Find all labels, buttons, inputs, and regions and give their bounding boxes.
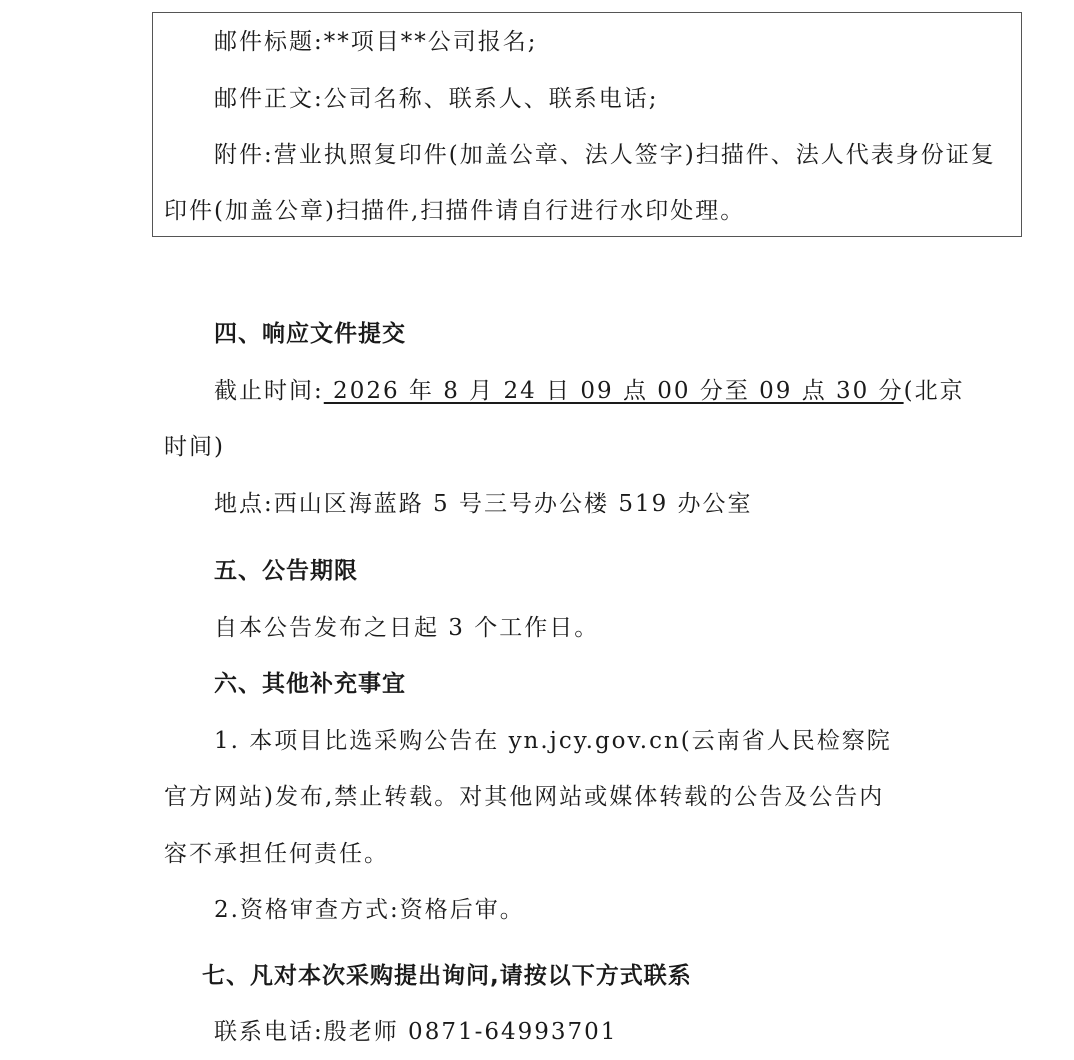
notice-period-text: 自本公告发布之日起 3 个工作日。 — [214, 615, 600, 641]
item-2-line: 2.资格审查方式:资格后审。 — [214, 897, 525, 923]
deadline-line — [214, 376, 965, 406]
deadline-value: 2026 年 8 月 24 日 09 点 00 分至 09 点 30 分 — [323, 378, 904, 404]
deadline-label: 截止时间: — [214, 378, 324, 404]
email-attachment-line-2: 印件(加盖公章)扫描件,扫描件请自行进行水印处理。 — [164, 198, 746, 224]
deadline-suffix: (北京 — [903, 378, 965, 404]
item-1-line-1: 1. 本项目比选采购公告在 yn.jcy.gov.cn(云南省人民检察院 — [214, 728, 892, 754]
email-body-line: 邮件正文:公司名称、联系人、联系电话; — [214, 86, 659, 112]
section-4-heading: 四、响应文件提交 — [214, 321, 406, 347]
email-attachment-line-1: 附件:营业执照复印件(加盖公章、法人签字)扫描件、法人代表身份证复 — [214, 142, 996, 168]
section-5-heading: 五、公告期限 — [214, 558, 358, 584]
item-1-line-3: 容不承担任何责任。 — [164, 841, 389, 867]
contact-line: 联系电话:殷老师 0871-64993701 — [214, 1019, 618, 1045]
section-7-heading: 七、凡对本次采购提出询问,请按以下方式联系 — [202, 963, 692, 989]
deadline-line-2: 时间) — [164, 434, 225, 460]
item-1-line-2: 官方网站)发布,禁止转载。对其他网站或媒体转载的公告及公告内 — [164, 784, 885, 810]
section-6-heading: 六、其他补充事宜 — [214, 671, 406, 697]
email-subject-line: 邮件标题:**项目**公司报名; — [214, 29, 538, 55]
location-line: 地点:西山区海蓝路 5 号三号办公楼 519 办公室 — [214, 491, 753, 517]
